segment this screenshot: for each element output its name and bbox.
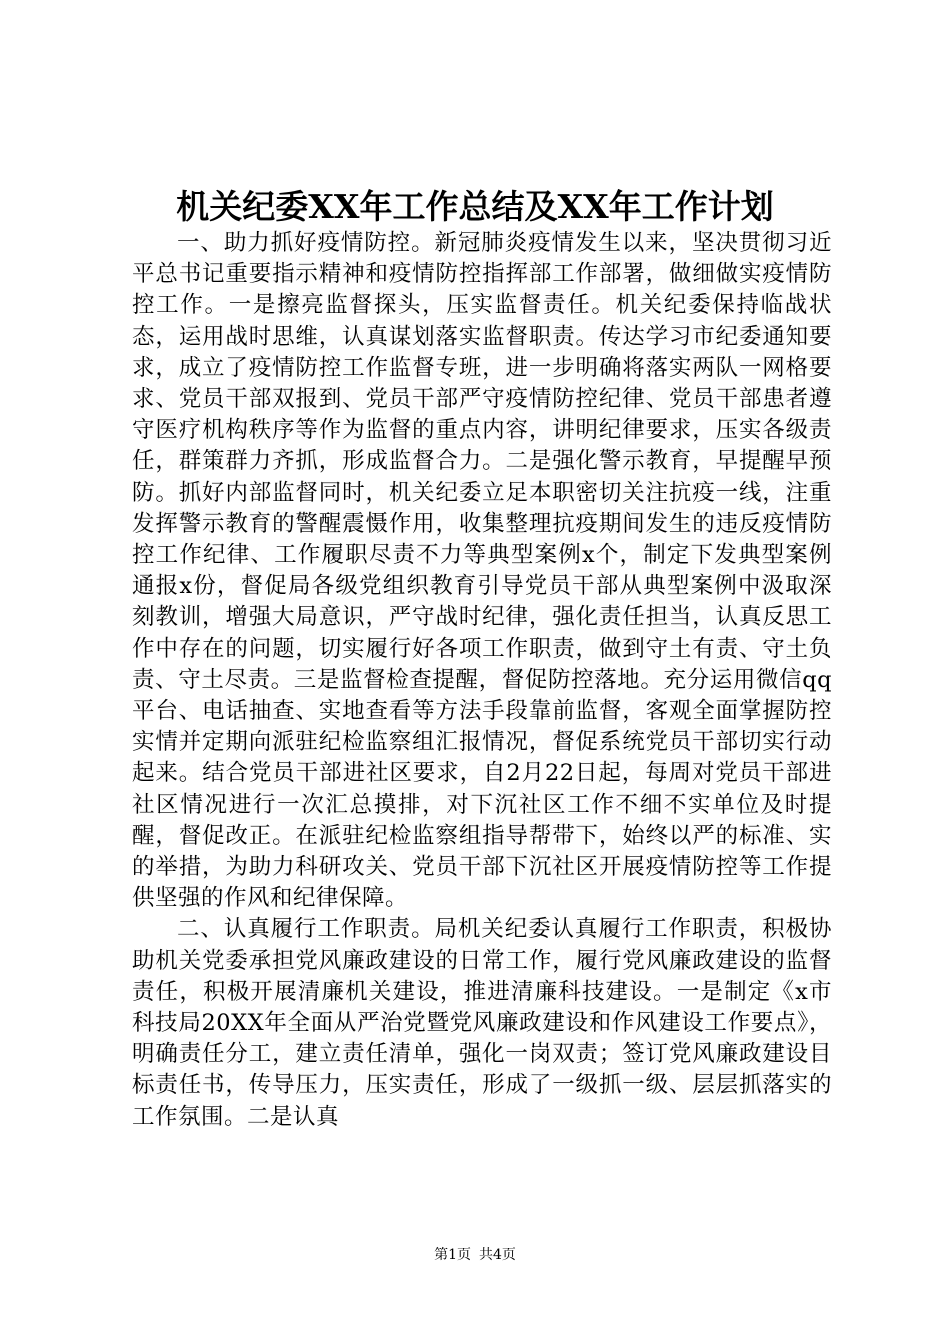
document-body — [132, 228, 832, 1133]
paragraph-2: 二、认真履行工作职责。局机关纪委认真履行工作职责，积极协助机关党委承担党风廉政建设的日常工作，履行党风廉政建设的监督责任，积极开展清廉机关建设，推进清廉科技建设。一是制定《x市科技局20XX年全面从严治党暨党风廉政建设和作风建设工作要点》，明确责任分工，建立责任清单，强化一岗双责；签订党风廉政建设目标责任书，传导压力，压实责任，形成了一级抓一级、层层抓落实的工作氛围。二是认真 — [132, 916, 832, 1130]
page-total: 共4页 — [479, 1247, 516, 1263]
paragraph-1: 一、助力抓好疫情防控。新冠肺炎疫情发生以来，坚决贯彻习近平总书记重要指示精神和疫情防控指挥部工作部署，做细做实疫情防控工作。一是擦亮监督探头，压实监督责任。机关纪委保持临战状态，运用战时思维，认真谋划落实监督职责。传达学习市纪委通知要求，成立了疫情防控工作监督专班，进一步明确将落实两队一网格要求、党员干部双报到、党员干部严守疫情防控纪律、党员干部患者遵守医疗机构秩序等作为监督的重点内容，讲明纪律要求，压实各级责任，群策群力齐抓，形成监督合力。二是强化警示教育，早提醒早预防。抓好内部监督同时，机关纪委立足本职密切关注抗疫一线，注重发挥警示教育的警醒震慑作用，收集整理抗疫期间发生的违反疫情防控工作纪律、工作履职尽责不力等典型案例x个，制定下发典型案例通报x份，督促局各级党组织教育引导党员干部从典型案例中汲取深刻教训，增强大局意识，严守战时纪律，强化责任担当，认真反思工作中存在的问题，切实履行好各项工作职责，做到守土有责、守土负责、守土尽责。三是监督检查提醒，督促防控落地。充分运用微信qq平台、电话抽查、实地查看等方法手段靠前监督，客观全面掌握防控实情并定期向派驻纪检监察组汇报情况，督促系统党员干部切实行动起来。结合党员干部进社区要求，自2月22日起，每周对党员干部进社区情况进行一次汇总摸排，对下沉社区工作不细不实单位及时提醒，督促改正。在派驻纪检监察组指导帮带下，始终以严的标准、实的举措，为助力科研攻关、党员干部下沉社区开展疫情防控等工作提供坚强的作风和纪律保障。 — [132, 230, 832, 912]
page-number: 第1页 — [434, 1247, 471, 1263]
page-footer — [0, 1245, 950, 1265]
document-title: 机关纪委XX年工作总结及XX年工作计划 — [176, 187, 774, 226]
